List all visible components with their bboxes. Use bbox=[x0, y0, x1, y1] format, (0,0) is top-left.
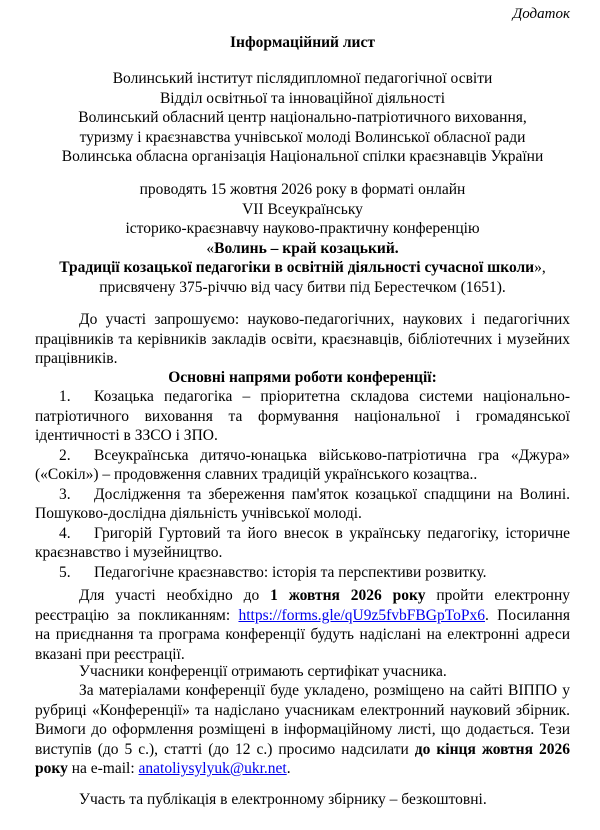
document-title: Інформаційний лист bbox=[230, 34, 375, 51]
organizers-block bbox=[35, 69, 570, 167]
registration-paragraph bbox=[35, 586, 570, 664]
intro-line: історико-краєзнавчу науково-практичну конференцію bbox=[125, 220, 480, 237]
conference-intro bbox=[35, 180, 570, 297]
organizer-line: туризму і краєзнавства учнівської молоді Волинської обласної ради bbox=[79, 128, 526, 146]
conference-name-line-1 bbox=[35, 239, 570, 259]
direction-item bbox=[35, 446, 570, 485]
registration-deadline: 1 жовтня 2026 року bbox=[270, 587, 426, 604]
intro-line: присвячену 375-річчю від часу битви під Берестечком (1651). bbox=[99, 278, 506, 296]
publication-text: на e-mail: bbox=[67, 760, 139, 777]
direction-text: Козацька педагогіка – пріоритетна складова системи національно-патріотичного виховання та формування національної і громадянської ідентичності в ЗЗСО і ЗПО. bbox=[35, 388, 570, 444]
registration-text: Для участі необхідно до bbox=[79, 587, 271, 604]
publication-deadline: до кінця жовтня 2026 року bbox=[35, 740, 570, 777]
intro-line: VII Всеукраїнську bbox=[242, 200, 363, 218]
registration-text: пройти електронну реєстрацію за покликанням: bbox=[35, 587, 570, 624]
direction-number: 3. bbox=[59, 485, 71, 503]
direction-number: 4. bbox=[59, 524, 71, 542]
conference-name-part-2: Традиції козацької педагогіки в освітній діяльності сучасної школи bbox=[59, 259, 535, 276]
directions-heading: Основні напрями роботи конференції: bbox=[168, 369, 437, 386]
publication-text: За матеріалами конференції буде укладено, розміщено на сайті ВІППО у рубриці «Конференції» та надіслано учасникам електронний науковий збірник. Вимоги до оформлення розміщені в інформаційному листі, що додається. Тези виступів (до 5 с.), статті (до 12 с.) просимо надсилати bbox=[35, 682, 570, 758]
direction-text: Всеукраїнська дитячо-юнацька військово-патріотична гра «Джура» («Сокіл») – продовження славних традицій українського козацтва.. bbox=[35, 446, 570, 483]
organizer-line: Волинська обласна організація Національної спілки краєзнавців України bbox=[61, 148, 544, 165]
direction-number: 5. bbox=[59, 563, 71, 581]
invitation-paragraph: До участі запрошуємо: науково-педагогічних, наукових і педагогічних працівників та керівників закладів освіти, краєзнавців, бібліотечних і музейних працівників. bbox=[35, 311, 570, 367]
directions-list bbox=[35, 387, 570, 582]
direction-number: 2. bbox=[59, 446, 71, 464]
publication-paragraph bbox=[35, 681, 570, 779]
direction-number: 1. bbox=[59, 388, 71, 405]
direction-item bbox=[35, 524, 570, 563]
intro-line: проводять 15 жовтня 2026 року в форматі онлайн bbox=[139, 181, 466, 198]
organizer-line: Волинський обласний центр національно-патріотичного виховання, bbox=[78, 109, 527, 126]
free-participation-note: Участь та публікація в електронному збірнику – безкоштовні. bbox=[79, 791, 487, 808]
conference-name-line-2 bbox=[35, 258, 570, 278]
direction-text: Григорій Гуртовий та його внесок в українську педагогіку, історичне краєзнавство і музейництво. bbox=[35, 524, 570, 561]
registration-text: . Посилання на приєднання та програма конференції будуть надіслані на електронні адреси вказані при реєстрації. bbox=[35, 606, 570, 663]
quote-close: », bbox=[534, 259, 546, 276]
direction-text: Педагогічне краєзнавство: історія та перспективи розвитку. bbox=[94, 563, 487, 581]
addon-label: Додаток bbox=[512, 6, 570, 22]
direction-text: Дослідження та збереження пам'яток козацької спадщини на Волині. Пошуково-дослідна діяльність учнівської молоді. bbox=[35, 485, 570, 522]
publication-text: . bbox=[286, 760, 291, 777]
quote-open: « bbox=[206, 239, 215, 257]
direction-item bbox=[35, 563, 570, 583]
conference-name-part-1: Волинь – край козацький. bbox=[214, 239, 399, 257]
direction-item bbox=[35, 485, 570, 524]
organizer-line: Відділ освітньої та інноваційної діяльності bbox=[159, 89, 446, 107]
registration-link[interactable]: https://forms.gle/qU9z5fvbFBGpToPx6 bbox=[238, 606, 485, 624]
certificate-paragraph: Учасники конференції отримають сертифікат учасника. bbox=[79, 663, 447, 680]
organizer-line: Волинський інститут післядипломної педагогічної освіти bbox=[112, 70, 493, 87]
direction-item bbox=[35, 387, 570, 446]
contact-email-link[interactable]: anatoliysylyuk@ukr.net bbox=[138, 760, 287, 777]
